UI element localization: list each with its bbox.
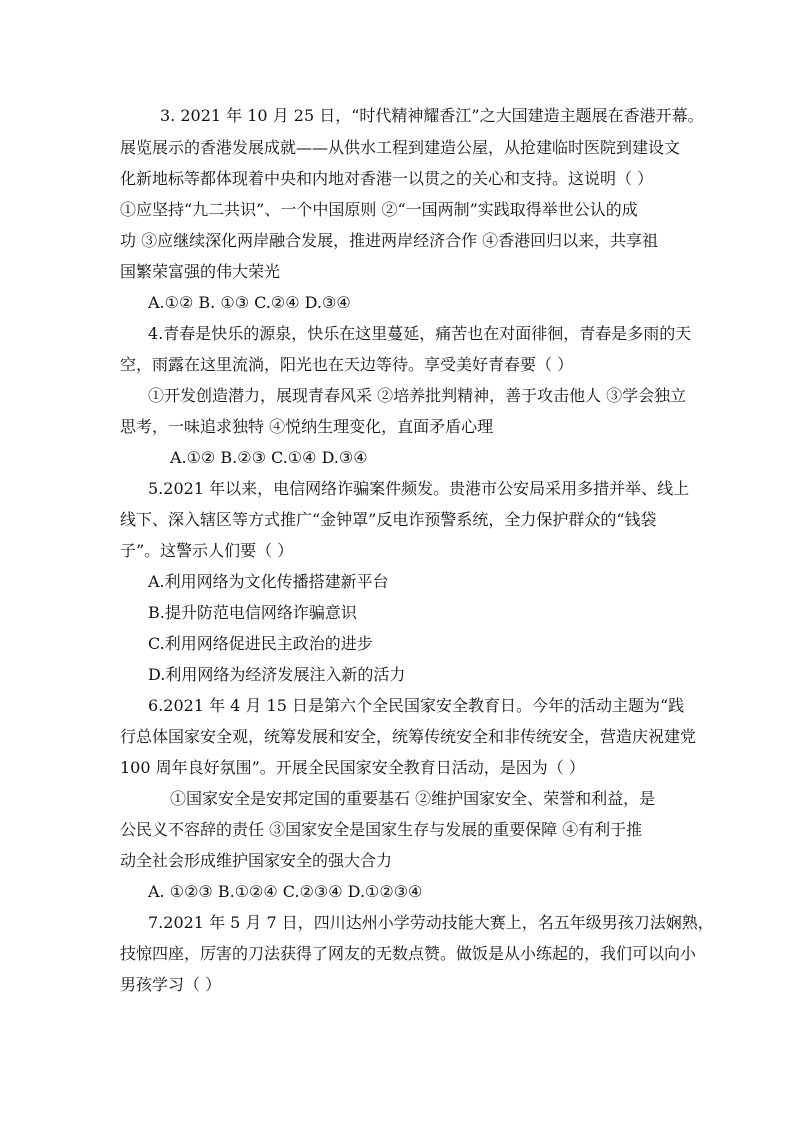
q5-choice-a: A.利用网络为文化传播搭建新平台 xyxy=(148,572,389,591)
q3-answer-choices: A.①② B. ①③ C.②④ D.③④ xyxy=(148,293,351,312)
q3-option-line-1: ①应坚持“九二共识”、一个中国原则 ②“一国两制”实践取得举世公认的成 xyxy=(120,200,638,219)
q4-option-line-2: 思考，一味追求独特 ④悦纳生理变化，直面矛盾心理 xyxy=(120,417,494,436)
q6-option-line-2: 公民义不容辞的责任 ③国家安全是国家生存与发展的重要保障 ④有利于推 xyxy=(120,820,643,839)
q5-stem-line-3: 子”。这警示人们要（ ） xyxy=(120,541,294,560)
q3-option-line-2: 功 ③应继续深化两岸融合发展，推进两岸经济合作 ④香港回归以来，共享祖 xyxy=(120,231,659,250)
q6-answer-choices: A. ①②③ B.①②④ C.②③④ D.①②③④ xyxy=(148,882,423,901)
q6-stem-line-3: 100 周年良好氛围”。开展全民国家安全教育日活动，是因为（ ） xyxy=(120,758,585,777)
q3-option-line-3: 国繁荣富强的伟大荣光 xyxy=(120,262,281,281)
q3-stem-line-1: 3. 2021 年 10 月 25 日，“时代精神耀香江”之大国建造主题展在香港开幕。 xyxy=(160,106,704,125)
q5-stem-line-2: 线下、深入辖区等方式推广“金钟罩”反电诈预警系统，全力保护群众的“钱袋 xyxy=(120,510,657,529)
q4-stem-line-1: 4.青春是快乐的源泉，快乐在这里蔓延，痛苦也在对面徘徊，青春是多雨的天 xyxy=(148,324,692,343)
q5-choice-b: B.提升防范电信网络诈骗意识 xyxy=(148,603,357,622)
q4-answer-choices: A.①② B.②③ C.①④ D.③④ xyxy=(170,448,368,467)
q3-stem-line-2: 展览展示的香港发展成就——从供水工程到建造公屋，从抢建临时医院到建设文 xyxy=(120,138,681,157)
q6-stem-line-1: 6.2021 年 4 月 15 日是第六个全民国家安全教育日。今年的活动主题为“践 xyxy=(148,696,685,715)
q7-stem-line-1: 7.2021 年 5 月 7 日，四川达州小学劳动技能大赛上，名五年级男孩刀法娴熟， xyxy=(148,913,714,932)
q6-stem-line-2: 行总体国家安全观，统筹发展和安全，统筹传统安全和非传统安全，营造庆祝建党 xyxy=(120,727,697,746)
q6-option-line-3: 动全社会形成维护国家安全的强大合力 xyxy=(120,851,393,870)
q5-choice-c: C.利用网络促进民主政治的进步 xyxy=(148,634,373,653)
q3-stem-line-3: 化新地标等都体现着中央和内地对香港一以贯之的关心和支持。这说明（ ） xyxy=(120,169,654,188)
q6-option-line-1: ①国家安全是安邦定国的重要基石 ②维护国家安全、荣誉和利益，是 xyxy=(170,789,656,808)
q7-stem-line-3: 男孩学习（ ） xyxy=(120,975,222,994)
q5-choice-d: D.利用网络为经济发展注入新的活力 xyxy=(148,665,406,684)
q4-option-line-1: ①开发创造潜力，展现青春风采 ②培养批判精神，善于攻击他人 ③学会独立 xyxy=(148,386,687,405)
q4-stem-line-2: 空，雨露在这里流淌，阳光也在天边等待。享受美好青春要（ ） xyxy=(120,355,574,374)
q7-stem-line-2: 技惊四座，厉害的刀法获得了网友的无数点赞。做饭是从小练起的，我们可以向小 xyxy=(120,944,697,963)
q5-stem-line-1: 5.2021 年以来，电信网络诈骗案件频发。贵港市公安局采用多措并举、线上 xyxy=(148,479,690,498)
